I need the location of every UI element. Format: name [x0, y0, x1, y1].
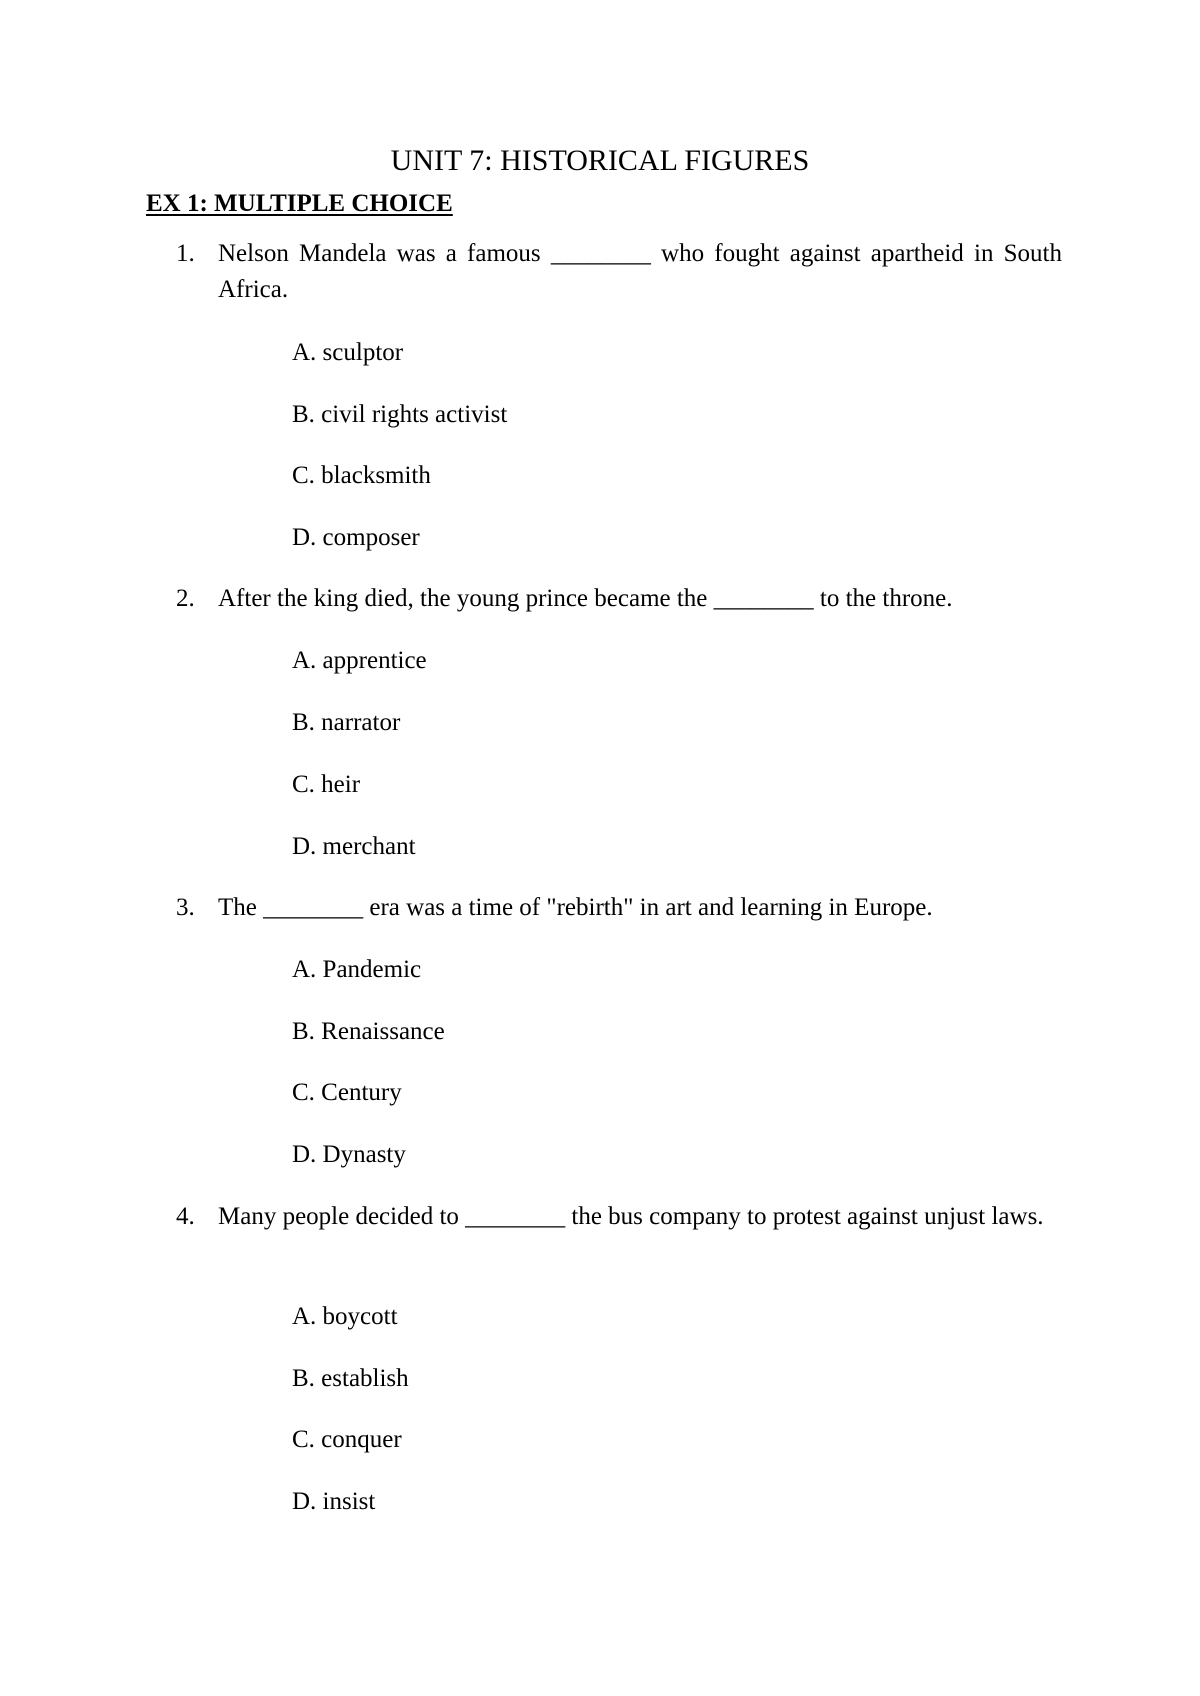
option-2b: B. narrator: [292, 709, 401, 736]
question-1: [176, 236, 1062, 308]
option-1d: D. composer: [292, 524, 420, 551]
question-stem: The ________ era was a time of "rebirth" in art and learning in Europe.: [218, 894, 933, 921]
question-stem: Nelson Mandela was a famous ________ who fought against apartheid in South Africa.: [218, 240, 1062, 303]
option-1b: B. civil rights activist: [292, 401, 508, 428]
page-title: UNIT 7: HISTORICAL FIGURES: [390, 144, 810, 177]
option-2a: A. apprentice: [292, 647, 427, 674]
option-4a: A. boycott: [292, 1303, 398, 1330]
question-number: 4.: [176, 1203, 195, 1230]
option-3c: C. Century: [292, 1079, 402, 1106]
question-stem: After the king died, the young prince became the ________ to the throne.: [218, 585, 953, 612]
option-4d: D. insist: [292, 1488, 376, 1515]
option-3d: D. Dynasty: [292, 1141, 406, 1168]
question-number: 2.: [176, 585, 195, 612]
option-1a: A. sculptor: [292, 339, 404, 366]
option-4c: C. conquer: [292, 1426, 402, 1453]
question-number: 1.: [176, 240, 195, 267]
question-number: 3.: [176, 894, 195, 921]
option-3b: B. Renaissance: [292, 1018, 445, 1045]
question-2: [176, 581, 1062, 617]
option-1c: C. blacksmith: [292, 462, 431, 489]
question-3: [176, 890, 1062, 926]
section-heading: EX 1: MULTIPLE CHOICE: [146, 190, 453, 217]
option-2d: D. merchant: [292, 833, 416, 860]
question-stem: Many people decided to ________ the bus company to protest against unjust laws.: [218, 1203, 1044, 1230]
question-4: [176, 1199, 1062, 1235]
option-2c: C. heir: [292, 771, 361, 798]
option-4b: B. establish: [292, 1365, 409, 1392]
option-3a: A. Pandemic: [292, 956, 422, 983]
